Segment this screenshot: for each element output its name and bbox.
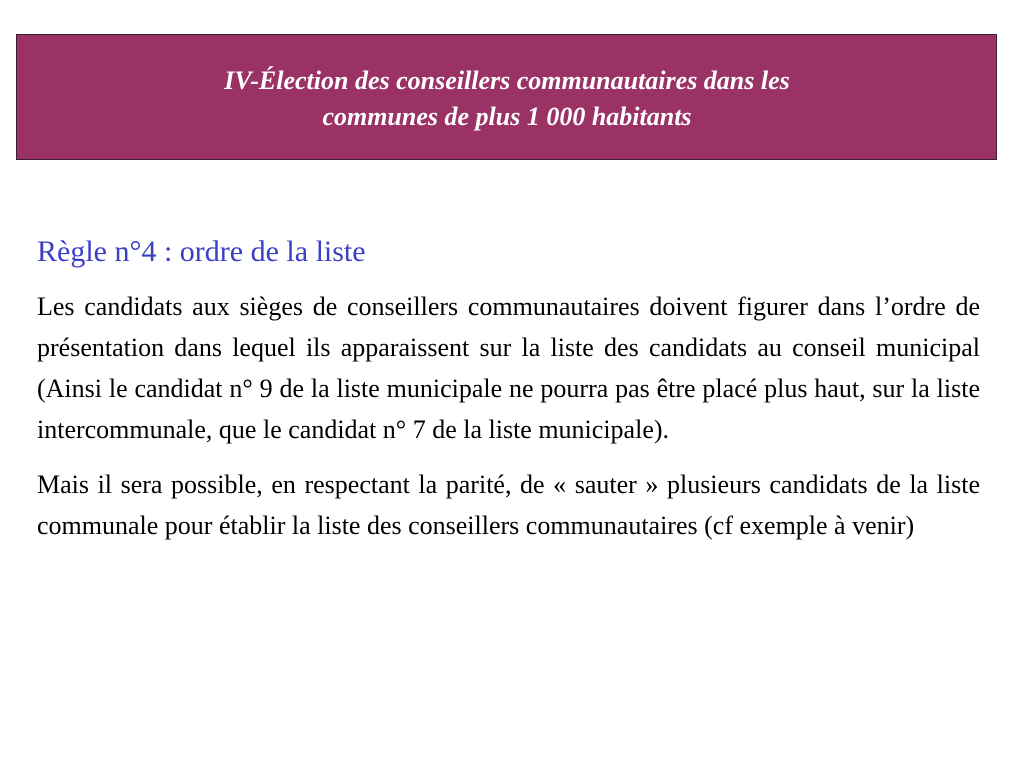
rule-heading: Règle n°4 : ordre de la liste	[37, 235, 366, 268]
slide-title	[177, 63, 837, 135]
slide-title-line-2: communes de plus 1 000 habitants	[322, 102, 692, 131]
slide-title-line-1: IV-Élection des conseillers communautaires dans les	[224, 66, 790, 95]
body-paragraph-1: Les candidats aux sièges de conseillers communautaires doivent figurer dans l’ordre de présentation dans lequel ils apparaissent sur la liste des candidats au conseil municipal (Ainsi le candidat n° 9 de la liste municipale ne pourra pas être placé plus haut, sur la liste intercommunale, que le candidat n° 7 de la liste municipale).	[37, 292, 980, 444]
body-paragraph-2: Mais il sera possible, en respectant la parité, de « sauter » plusieurs candidats de la liste communale pour établir la liste des conseillers communautaires (cf exemple à venir)	[37, 470, 980, 540]
slide-content	[37, 232, 980, 560]
title-banner	[16, 34, 997, 160]
